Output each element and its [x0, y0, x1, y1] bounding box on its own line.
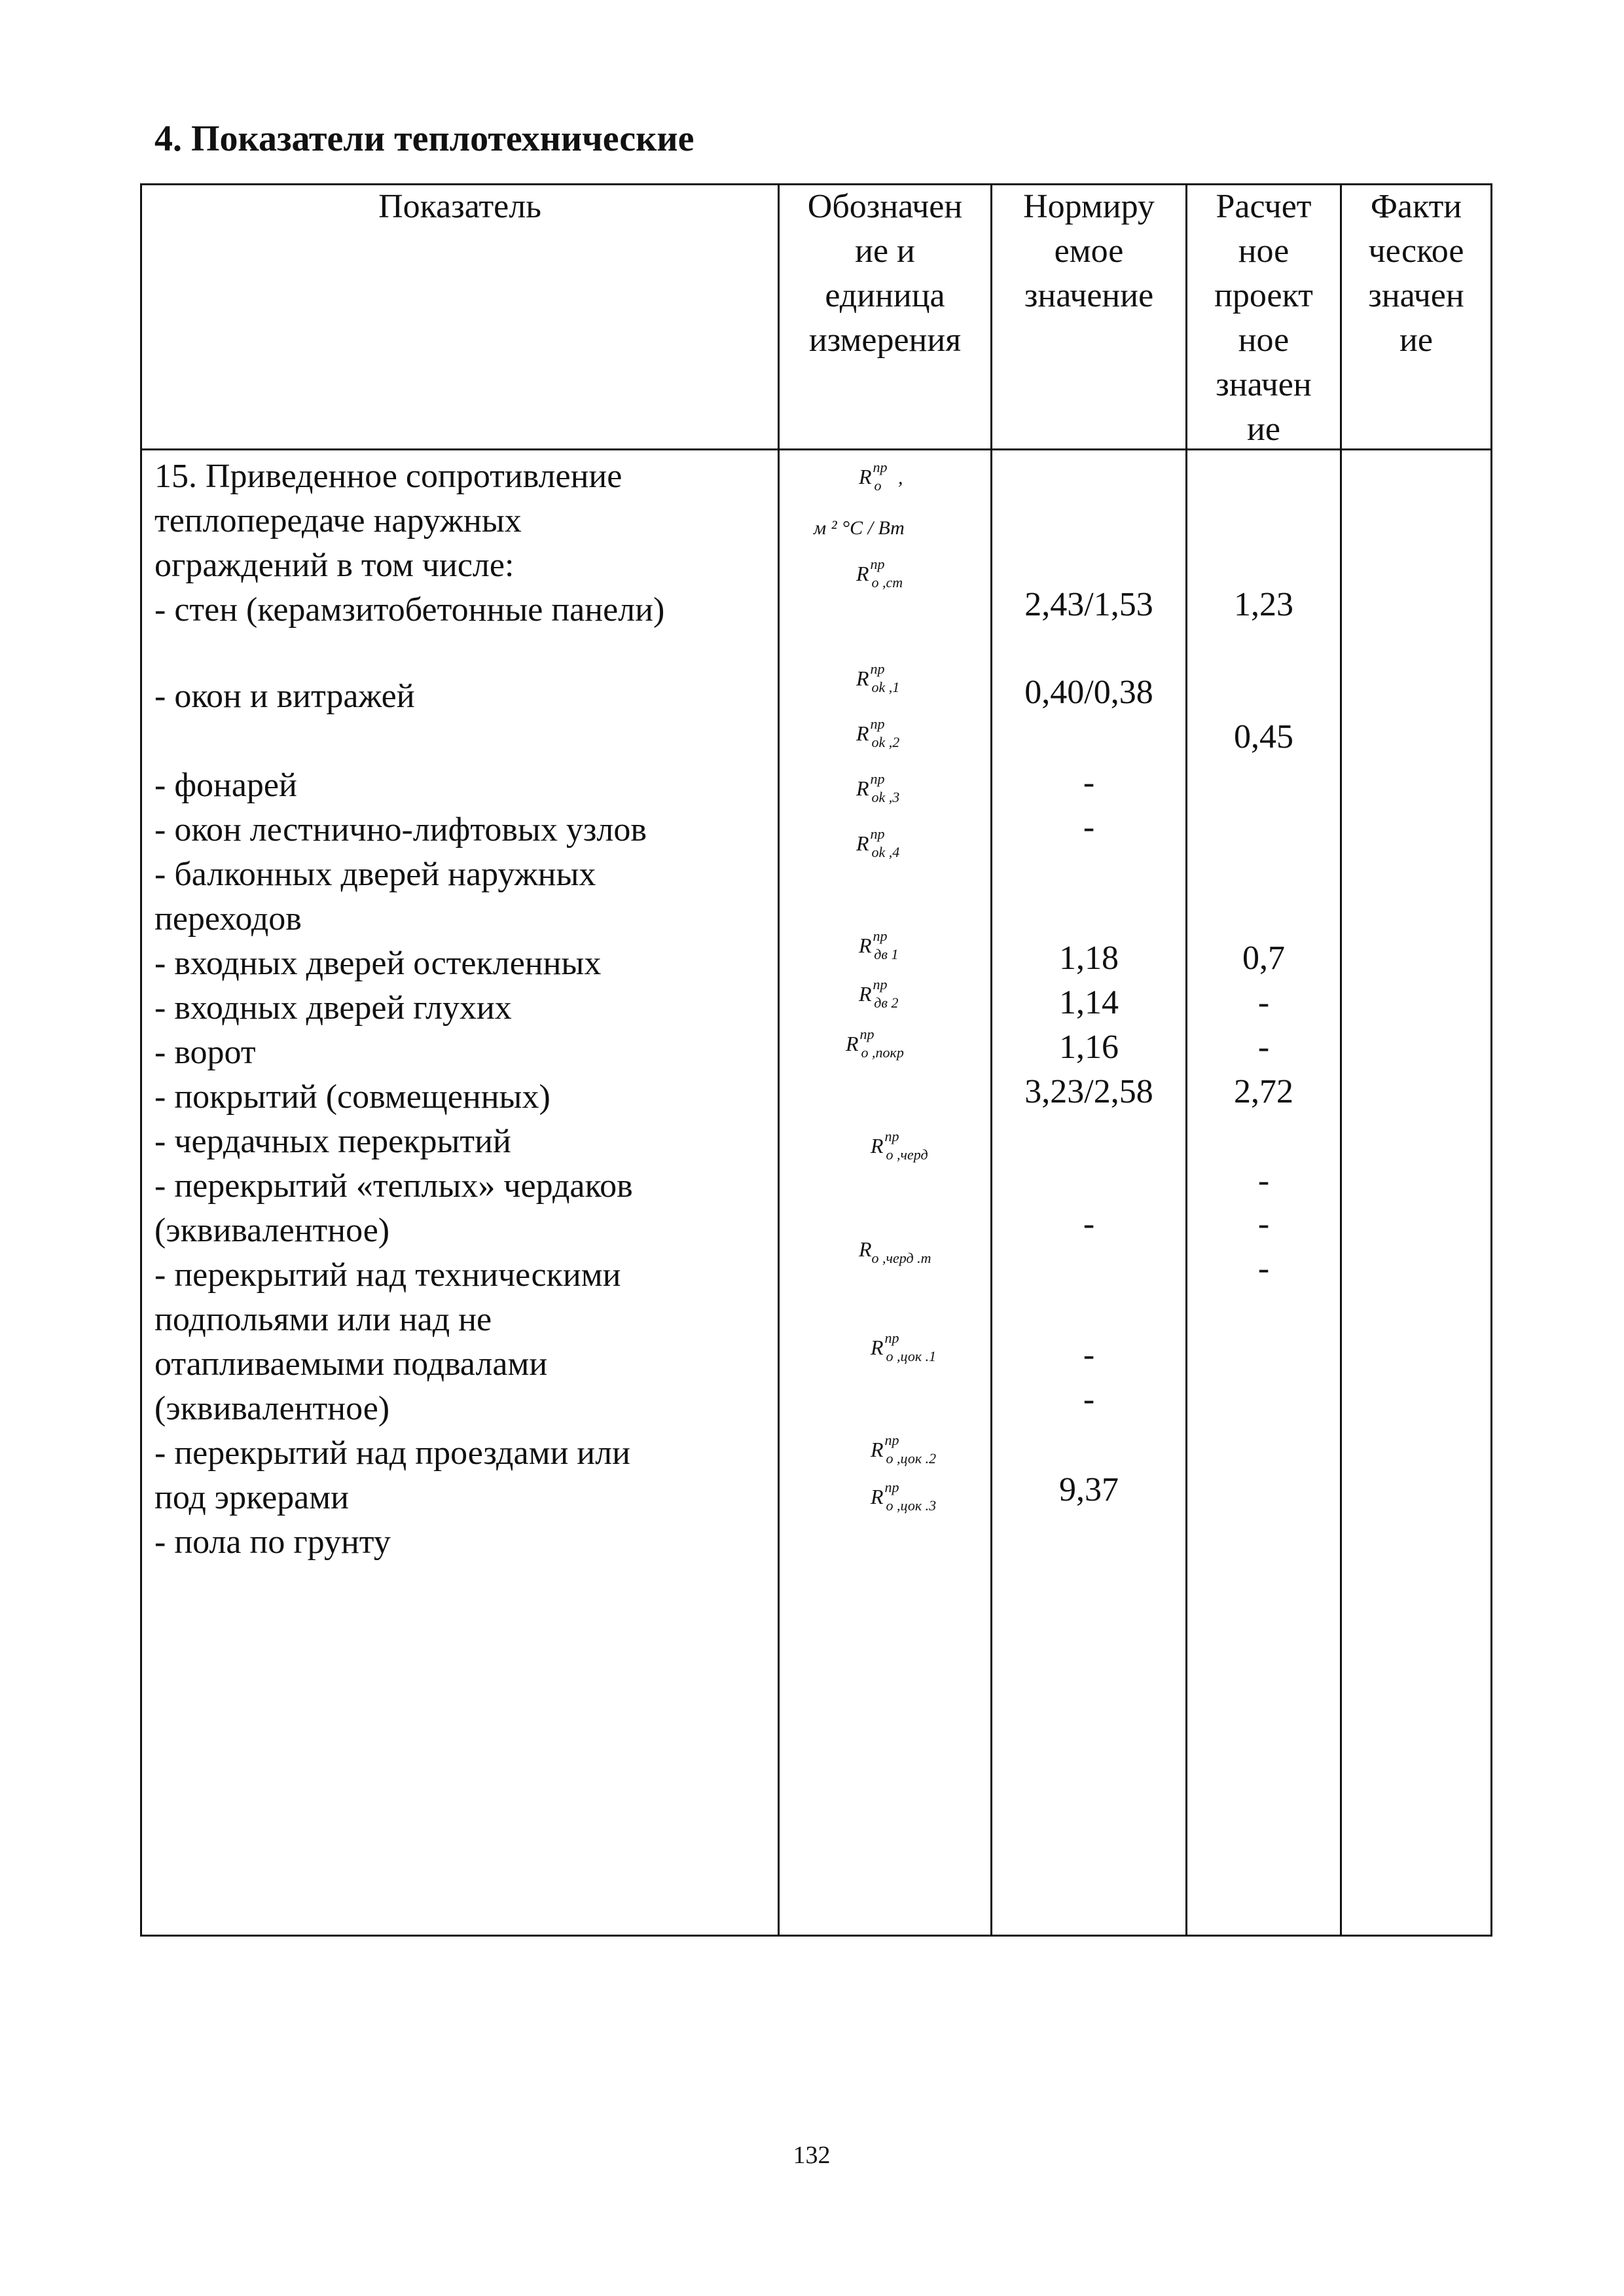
normative-value: 2,43/1,53	[1024, 586, 1153, 623]
indicator-line: - перекрытий «теплых» чердаков	[154, 1167, 633, 1205]
symbol-sub: о ,цок .3	[886, 1497, 937, 1514]
symbol-sup: пр	[870, 826, 885, 842]
symbol-sub: о ,покр	[861, 1044, 904, 1061]
indicator-line: (эквивалентное)	[154, 1212, 390, 1249]
indicator-line: (эквивалентное)	[154, 1390, 390, 1427]
indicator-line: - перекрытий над проездами или	[154, 1434, 630, 1472]
symbol-sub: ok ,1	[871, 679, 900, 695]
symbol-r-dv-1: Rпрдв 1	[859, 928, 899, 962]
header-line: ие и	[855, 232, 915, 270]
design-value: -	[1257, 1029, 1270, 1066]
normative-value: 1,18	[1059, 939, 1119, 977]
indicator-line: отапливаемыми подвалами	[154, 1345, 548, 1383]
symbol-sup: пр	[870, 556, 885, 572]
table-col-divider-4	[1340, 183, 1342, 1937]
header-line: значение	[1024, 277, 1154, 314]
table-border-left	[140, 183, 142, 1937]
design-value: -	[1257, 1162, 1270, 1199]
indicator-line: под эркерами	[154, 1479, 349, 1516]
symbol-sup: пр	[873, 459, 888, 475]
indicator-line: - чердачных перекрытий	[154, 1123, 511, 1160]
design-value: -	[1257, 984, 1270, 1021]
symbol-r-ok-1: Rпрok ,1	[856, 661, 900, 695]
header-line: единица	[825, 277, 945, 314]
symbol-sub: дв 1	[874, 946, 899, 962]
symbol-suffix: ,	[893, 467, 903, 488]
header-line: значен	[1216, 366, 1312, 403]
normative-value: -	[1083, 1205, 1095, 1243]
header-line: ное	[1238, 232, 1290, 270]
design-value: -	[1257, 1250, 1270, 1287]
header-design	[1187, 185, 1340, 452]
symbol-r-dv-2: Rпрдв 2	[859, 976, 899, 1011]
normative-value: 1,14	[1059, 984, 1119, 1021]
header-line: проект	[1214, 277, 1313, 314]
symbol-sub: дв 2	[874, 994, 899, 1011]
symbol-sub: о ,черд .т	[871, 1250, 931, 1266]
normative-value: 3,23/2,58	[1024, 1073, 1153, 1110]
indicator-line: - пола по грунту	[154, 1523, 391, 1561]
section-title: 4. Показатели теплотехнические	[154, 118, 695, 159]
symbol-sup: пр	[884, 1330, 899, 1346]
header-line: ное	[1238, 321, 1290, 359]
symbol-r-o-cherd: Rпро ,черд	[871, 1128, 928, 1163]
indicator-line: теплопередаче наружных	[154, 502, 522, 539]
header-line: значен	[1368, 277, 1464, 314]
header-line: Нормиру	[1023, 188, 1155, 225]
indicator-line: - ворот	[154, 1034, 256, 1071]
header-line: Обозначен	[807, 188, 963, 225]
symbol-r-ok-3: Rпрok ,3	[856, 771, 900, 805]
header-line: емое	[1054, 232, 1124, 270]
header-designation	[780, 185, 990, 363]
table-border-bottom	[140, 1935, 1492, 1937]
header-normative	[992, 185, 1185, 318]
indicator-line: 15. Приведенное сопротивление	[154, 458, 623, 495]
symbol-sub: о	[874, 477, 882, 494]
normative-value: 0,40/0,38	[1024, 674, 1153, 711]
design-value: -	[1257, 1205, 1270, 1243]
symbol-sup: пр	[873, 928, 888, 944]
unit-label: м ² °C / Вт	[814, 517, 905, 539]
symbol-r-o-pokr: Rпро ,покр	[846, 1026, 904, 1061]
header-line: Расчет	[1216, 188, 1312, 225]
symbol-sup: пр	[884, 1128, 899, 1144]
indicator-line: - окон и витражей	[154, 678, 415, 715]
header-line: измерения	[808, 321, 962, 359]
symbol-sub: ok ,3	[871, 789, 900, 805]
symbol-sup: пр	[870, 771, 885, 787]
indicator-line: - перекрытий над техническими	[154, 1256, 621, 1294]
symbol-sub: ok ,4	[871, 844, 900, 860]
symbol-sup: пр	[884, 1479, 899, 1495]
symbol-r-o-cherd-t: Rо ,черд .т	[859, 1237, 931, 1266]
header-line: ческое	[1368, 232, 1464, 270]
indicator-line: - входных дверей остекленных	[154, 945, 602, 982]
indicator-line: - входных дверей глухих	[154, 989, 512, 1027]
symbol-sub: о ,черд	[886, 1146, 928, 1163]
header-line: ие	[1247, 410, 1280, 448]
normative-value: -	[1083, 1381, 1095, 1418]
symbol-sup: пр	[873, 976, 888, 993]
header-line: ие	[1399, 321, 1433, 359]
table-border-right	[1490, 183, 1492, 1937]
indicator-line: - балконных дверей наружных	[154, 856, 596, 893]
symbol-sub: о ,цок .1	[886, 1348, 937, 1364]
normative-value: 1,16	[1059, 1029, 1119, 1066]
normative-value: -	[1083, 809, 1095, 846]
indicator-line: - окон лестнично-лифтовых узлов	[154, 811, 647, 848]
symbol-sup: пр	[870, 661, 885, 677]
symbol-r-o-st: Rпро ,ст	[856, 556, 903, 591]
header-line: Показатель	[378, 188, 541, 225]
normative-value: 9,37	[1059, 1471, 1119, 1508]
indicator-line: переходов	[154, 900, 302, 938]
design-value: 1,23	[1234, 586, 1293, 623]
indicator-line: - покрытий (совмещенных)	[154, 1078, 550, 1116]
design-value: 0,45	[1234, 718, 1293, 756]
header-actual	[1342, 185, 1490, 363]
indicator-line: подпольями или над не	[154, 1301, 492, 1338]
symbol-sup: пр	[884, 1432, 899, 1448]
symbol-r-o-tsok-1: Rпро ,цок .1	[871, 1330, 937, 1364]
symbol-sup: пр	[870, 716, 885, 732]
page-number: 132	[793, 2141, 831, 2169]
symbol-sub: ok ,2	[871, 734, 900, 750]
symbol-sub: о ,ст	[871, 574, 903, 591]
symbol-r-o: Rпро ,	[859, 459, 903, 494]
design-value: 0,7	[1242, 939, 1285, 977]
symbol-sub: о ,цок .2	[886, 1450, 937, 1467]
indicator-line: - стен (керамзитобетонные панели)	[154, 591, 665, 629]
normative-value: -	[1083, 764, 1095, 801]
header-indicator	[142, 185, 778, 229]
indicator-line: - фонарей	[154, 767, 297, 804]
symbol-r-ok-2: Rпрok ,2	[856, 716, 900, 750]
header-line: Факти	[1370, 188, 1462, 225]
normative-value: -	[1083, 1336, 1095, 1374]
design-value: 2,72	[1234, 1073, 1293, 1110]
symbol-r-o-tsok-2: Rпро ,цок .2	[871, 1432, 937, 1467]
symbol-r-ok-4: Rпрok ,4	[856, 826, 900, 860]
symbol-r-o-tsok-3: Rпро ,цок .3	[871, 1479, 937, 1514]
symbol-sup: пр	[859, 1026, 875, 1042]
table-col-divider-1	[778, 183, 780, 1937]
indicator-line: ограждений в том числе:	[154, 547, 514, 584]
